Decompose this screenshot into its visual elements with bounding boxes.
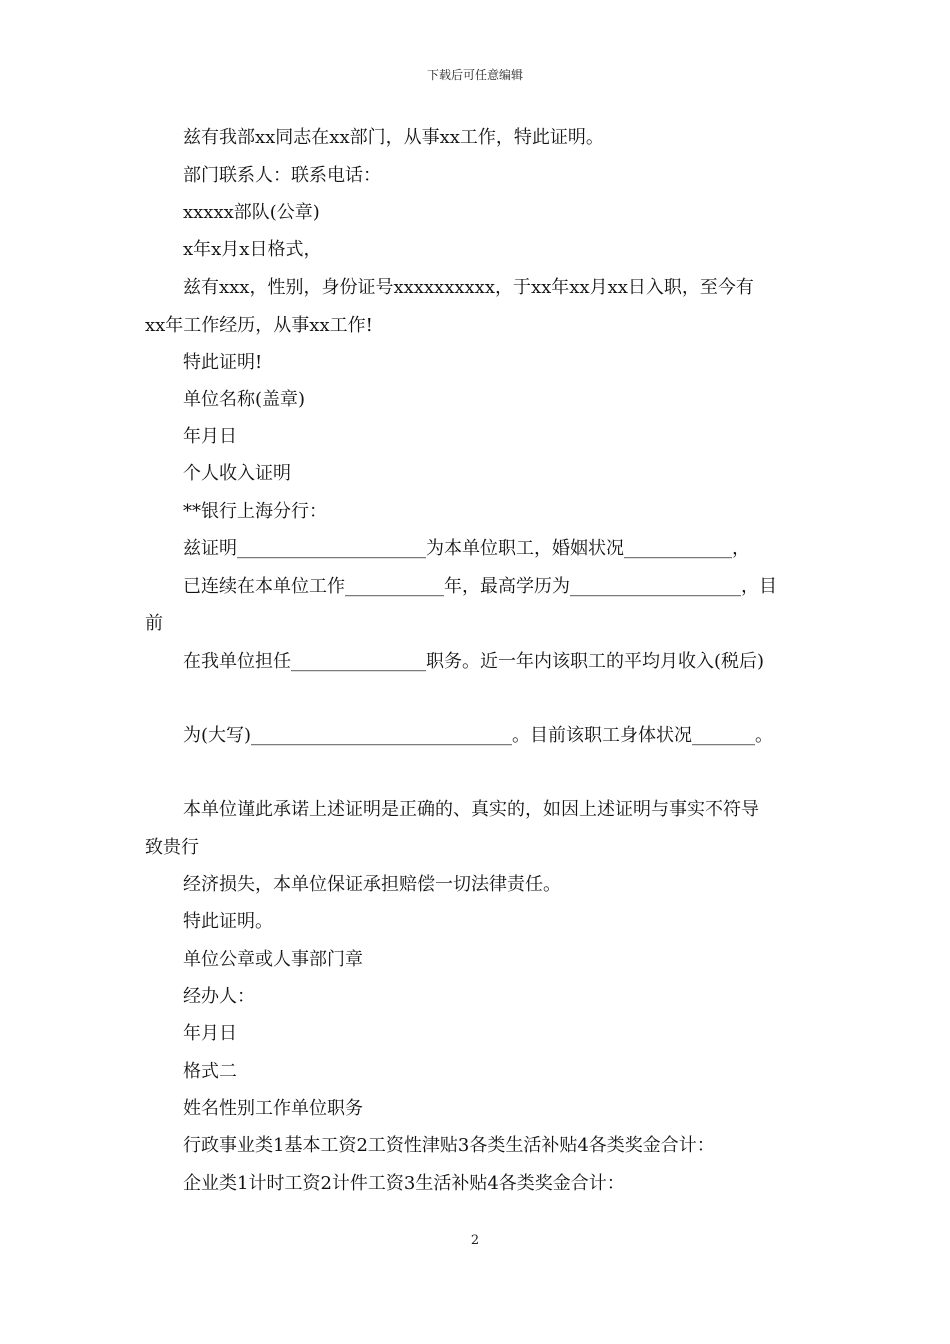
doc-line: xxxxx部队(公章) <box>183 202 320 223</box>
doc-line: 特此证明! <box>183 352 263 373</box>
doc-line: xx年工作经历，从事xx工作! <box>145 315 373 336</box>
doc-heading: 个人收入证明 <box>183 463 291 484</box>
doc-line: 已连续在本单位工作___________年，最高学历为___________________，目 <box>183 576 777 597</box>
page-header: 下载后可任意编辑 <box>426 68 523 82</box>
doc-line: 特此证明。 <box>183 911 273 932</box>
doc-line: 姓名性别工作单位职务 <box>183 1098 363 1119</box>
doc-line: 行政事业类1基本工资2工资性津贴3各类生活补贴4各类奖金合计： <box>183 1135 715 1156</box>
doc-line: 经济损失，本单位保证承担赔偿一切法律责任。 <box>183 874 561 895</box>
doc-line: 兹证明_____________________为本单位职工，婚姻状况____________， <box>183 538 750 559</box>
doc-line: 年月日 <box>183 1023 237 1044</box>
doc-line: 年月日 <box>183 426 237 447</box>
page-number: 2 <box>470 1233 480 1248</box>
doc-line: 为(大写)_____________________________。目前该职工身体状况_______。 <box>183 725 774 746</box>
doc-line: 本单位谨此承诺上述证明是正确的、真实的，如因上述证明与事实不符导 <box>183 799 759 820</box>
doc-line: 致贵行 <box>145 837 199 858</box>
doc-heading: 格式二 <box>183 1061 237 1082</box>
doc-line: 在我单位担任_______________职务。近一年内该职工的平均月收入(税后) <box>183 651 765 672</box>
doc-line: 经办人： <box>183 986 255 1007</box>
doc-line: **银行上海分行： <box>183 501 327 522</box>
doc-line: 部门联系人：联系电话： <box>183 165 381 186</box>
doc-line: x年x月x日格式， <box>183 239 322 260</box>
doc-line: 单位名称(盖章) <box>183 389 306 410</box>
doc-line: 兹有xxx，性别，身份证号xxxxxxxxxx，于xx年xx月xx日入职，至今有 <box>183 277 754 298</box>
doc-line: 前 <box>145 613 163 634</box>
doc-line: 兹有我部xx同志在xx部门，从事xx工作，特此证明。 <box>183 127 604 148</box>
doc-line: 企业类1计时工资2计件工资3生活补贴4各类奖金合计： <box>183 1173 625 1194</box>
doc-line: 单位公章或人事部门章 <box>183 949 363 970</box>
